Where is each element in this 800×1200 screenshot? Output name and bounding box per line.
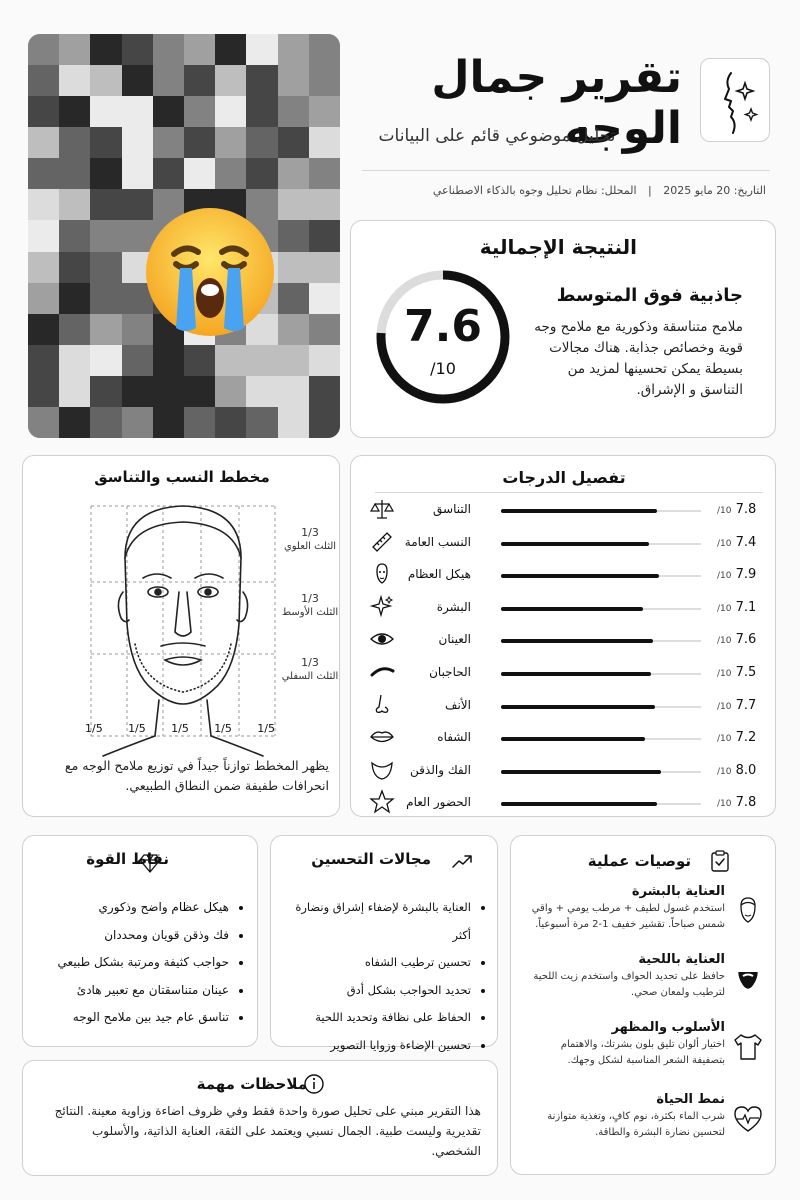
mosaic-tile [153, 345, 184, 376]
score-denominator: /10 [717, 799, 732, 810]
balance-scale-icon [369, 496, 395, 522]
mosaic-tile [184, 158, 215, 189]
mosaic-tile [122, 407, 153, 438]
mosaic-tile [278, 283, 309, 314]
overall-score-card [350, 220, 776, 438]
score-bar-fill [501, 770, 661, 774]
mosaic-tile [246, 345, 277, 376]
score-denominator: /10 [717, 571, 732, 582]
strengths-title: نقاط القوة [86, 850, 169, 868]
mosaic-tile [90, 127, 121, 158]
mosaic-tile [309, 376, 340, 407]
breakdown-label: التناسق [433, 502, 471, 516]
score-bar-fill [501, 672, 651, 676]
third-middle-label: الثلث الأوسط [281, 607, 339, 618]
score-bar-fill [501, 802, 657, 806]
list-item: • حواجب كثيفة ومرتبة بشكل طبيعي [33, 949, 229, 977]
mosaic-tile [28, 283, 59, 314]
mosaic-tile [215, 127, 246, 158]
proportions-title: مخطط النسب والتناسق [94, 468, 270, 486]
third-lower-label: الثلث السفلي [281, 671, 339, 682]
third-upper [281, 526, 339, 554]
improvements-card [270, 835, 498, 1052]
score-bar-track [501, 771, 701, 773]
mosaic-tile [309, 407, 340, 438]
mosaic-tile [122, 34, 153, 65]
overall-description: ملامح متناسقة وذكورية مع ملامح وجه قوية وخصائص جذابة. هناك مجالات بسيطة يمكن تحسينها لمزيد من التناسق و الإشراق. [534, 319, 743, 398]
mosaic-tile [184, 65, 215, 96]
mosaic-tile [278, 376, 309, 407]
mosaic-tile [90, 252, 121, 283]
mosaic-tile [246, 376, 277, 407]
mosaic-tile [59, 189, 90, 220]
mosaic-tile [59, 252, 90, 283]
breakdown-row [351, 494, 777, 526]
breakdown-label: الحضور العام [406, 795, 471, 810]
recommendation-item [525, 884, 725, 933]
score-denominator: /10 [717, 766, 732, 777]
tshirt-icon [731, 1030, 765, 1064]
overall-score-denominator: /10 [430, 359, 456, 378]
divider [362, 170, 770, 171]
strengths-list [33, 894, 243, 1032]
recommendation-heading: الأسلوب والمظهر [611, 1020, 725, 1035]
recommendation-text: استخدم غسول لطيف + مرطب يومي + واقي شمس صباحاً. تقشير خفيف 1-2 مرة أسبوعياً. [531, 903, 725, 930]
breakdown-label: البشرة [436, 599, 471, 614]
recommendations-title: توصيات عملية [587, 852, 691, 870]
face-profile-sparkle-icon [701, 59, 771, 143]
breakdown-row [351, 592, 777, 624]
mosaic-tile [28, 345, 59, 376]
third-lower [281, 656, 339, 684]
score-bar-track [501, 706, 701, 708]
mosaic-tile [153, 96, 184, 127]
report-date: التاريخ: 20 مايو 2025 [663, 184, 766, 197]
score-bar-fill [501, 574, 659, 578]
score-denominator: /10 [717, 701, 732, 712]
mosaic-tile [90, 189, 121, 220]
recommendation-item [525, 952, 725, 1001]
mosaic-tile [28, 407, 59, 438]
third-lower-ratio: 1/3 [301, 656, 319, 669]
breakdown-label: الفك والذقن [410, 762, 471, 777]
breakdown-row [351, 559, 777, 591]
star-icon [369, 789, 395, 815]
score-bar-fill [501, 639, 653, 643]
breakdown-row [351, 624, 777, 656]
mosaic-tile [246, 127, 277, 158]
third-middle [281, 592, 339, 620]
fifth-4: 1/5 [214, 722, 232, 735]
list-item: • فك وذقن قويان ومحددان [33, 922, 229, 950]
breakdown-score: /10 7.8 [717, 795, 757, 811]
score-breakdown-card [350, 455, 776, 817]
mosaic-tile [309, 96, 340, 127]
logo-badge [700, 58, 770, 142]
face-proportion-diagram [63, 494, 301, 790]
recommendations-card [510, 835, 776, 1175]
mosaic-tile [59, 345, 90, 376]
breakdown-score: /10 8.0 [717, 762, 757, 778]
mosaic-tile [28, 65, 59, 96]
breakdown-row [351, 527, 777, 559]
diamond-icon [139, 852, 161, 874]
mosaic-tile [59, 127, 90, 158]
list-item: • الحفاظ على نظافة وتحديد اللحية [279, 1004, 471, 1032]
recommendation-text: اختيار ألوان تليق بلون بشرتك، والاهتمام بتصفيفة الشعر المناسبة لشكل وجهك. [560, 1039, 725, 1066]
fifth-1: 1/5 [85, 722, 103, 735]
mosaic-tile [309, 283, 340, 314]
crying-face-emoji-icon [140, 202, 280, 342]
mosaic-tile [59, 65, 90, 96]
info-icon [303, 1073, 325, 1095]
breakdown-score: /10 7.2 [717, 730, 757, 746]
mosaic-tile [153, 34, 184, 65]
breakdown-label: الأنف [445, 697, 471, 712]
portrait-photo [28, 34, 340, 438]
mosaic-tile [309, 127, 340, 158]
mosaic-tile [122, 65, 153, 96]
mosaic-tile [246, 158, 277, 189]
mosaic-tile [184, 407, 215, 438]
fifth-2: 1/5 [128, 722, 146, 735]
mosaic-tile [28, 376, 59, 407]
score-denominator: /10 [717, 506, 732, 516]
overall-title: النتيجة الإجمالية [479, 235, 637, 259]
recommendation-item [525, 1092, 725, 1141]
mosaic-tile [278, 252, 309, 283]
mosaic-tile [309, 65, 340, 96]
mosaic-tile [309, 345, 340, 376]
nose-icon [369, 692, 395, 718]
proportions-card [22, 455, 340, 817]
mosaic-tile [278, 127, 309, 158]
breakdown-row [351, 787, 777, 819]
mosaic-tile [122, 345, 153, 376]
breakdown-row [351, 755, 777, 787]
recommendation-text: حافظ على تحديد الحواف واستخدم زيت اللحية لترطيب ولمعان صحي. [533, 971, 725, 998]
breakdown-label: هيكل العظام [407, 567, 471, 582]
score-bar-track [501, 608, 701, 610]
beard-icon [731, 962, 765, 996]
score-bar-track [501, 575, 701, 577]
mosaic-tile [59, 220, 90, 251]
breakdown-label: العينان [438, 632, 471, 647]
overall-score-value: 7.6 [404, 301, 482, 352]
report-meta [362, 184, 770, 197]
overall-label: جاذبية فوق المتوسط [556, 285, 743, 306]
recommendation-text: شرب الماء بكثرة، نوم كافٍ، وتغذية متوازنة لتحسين نضارة البشرة والطاقة. [547, 1111, 725, 1138]
mosaic-tile [90, 158, 121, 189]
mosaic-tile [90, 220, 121, 251]
score-bar-fill [501, 737, 645, 741]
face-outline-icon [369, 561, 395, 587]
clipboard-check-icon [709, 850, 731, 872]
mosaic-tile [28, 314, 59, 345]
face-care-icon [731, 894, 765, 928]
mosaic-tile [215, 376, 246, 407]
score-bar-track [501, 510, 701, 512]
notes-title: ملاحظات مهمة [196, 1075, 307, 1093]
mosaic-tile [90, 345, 121, 376]
mosaic-tile [28, 189, 59, 220]
third-upper-label: الثلث العلوي [283, 541, 337, 552]
list-item: • تحسين الإضاءة وزوايا التصوير [279, 1032, 471, 1060]
score-denominator: /10 [717, 734, 732, 745]
mosaic-tile [153, 376, 184, 407]
eye-icon [369, 626, 395, 652]
mosaic-tile [122, 127, 153, 158]
mosaic-tile [278, 407, 309, 438]
score-bar-track [501, 543, 701, 545]
score-bar-track [501, 738, 701, 740]
mosaic-tile [246, 34, 277, 65]
mosaic-tile [215, 345, 246, 376]
mosaic-tile [278, 314, 309, 345]
mosaic-tile [59, 96, 90, 127]
breakdown-score: /10 7.9 [717, 567, 757, 583]
mosaic-tile [278, 158, 309, 189]
mosaic-tile [90, 96, 121, 127]
mosaic-tile [278, 96, 309, 127]
sparkle-icon [369, 594, 395, 620]
notes-card [22, 1060, 498, 1176]
score-bar-track [501, 673, 701, 675]
score-bar-track [501, 803, 701, 805]
mosaic-tile [278, 220, 309, 251]
breakdown-label: الحاجبان [429, 665, 471, 679]
heartbeat-icon [731, 1102, 765, 1136]
mosaic-tile [28, 220, 59, 251]
breakdown-score: /10 7.7 [717, 697, 757, 713]
mosaic-tile [246, 96, 277, 127]
mosaic-tile [184, 376, 215, 407]
breakdown-row [351, 657, 777, 689]
recommendation-heading: العناية باللحية [638, 952, 725, 967]
score-denominator: /10 [717, 669, 732, 679]
recommendation-item [525, 1020, 725, 1069]
jaw-icon [369, 757, 395, 783]
mosaic-tile [153, 407, 184, 438]
mosaic-tile [28, 158, 59, 189]
mosaic-tile [215, 34, 246, 65]
ruler-icon [369, 529, 395, 555]
mosaic-tile [59, 314, 90, 345]
mosaic-tile [28, 252, 59, 283]
strengths-card [22, 835, 258, 1047]
fifth-5: 1/5 [257, 722, 275, 735]
proportions-note: يظهر المخطط توازناً جيداً في توزيع ملامح الوجه مع انحرافات طفيفة ضمن النطاق الطبيعي. [64, 758, 329, 793]
fifth-3: 1/5 [171, 722, 189, 735]
mosaic-tile [122, 158, 153, 189]
notes-text: هذا التقرير مبني على تحليل صورة واحدة فقط وفي ظروف اضاءة وزاوية معينة. النتائج تقديرية وليست طبية. الجمال نسبي ويعتمد على الثقة، العناية الذاتية، والأسلوب الشخصي. [54, 1104, 481, 1158]
breakdown-score: /10 7.4 [717, 534, 757, 550]
breakdown-row [351, 690, 777, 722]
list-item: • عينان متناسقتان مع تعبير هادئ [33, 977, 229, 1005]
mosaic-tile [278, 345, 309, 376]
mosaic-tile [184, 345, 215, 376]
score-denominator: /10 [717, 603, 732, 614]
mosaic-tile [278, 189, 309, 220]
mosaic-tile [59, 283, 90, 314]
mosaic-tile [59, 376, 90, 407]
recommendation-heading: العناية بالبشرة [631, 884, 725, 899]
mosaic-tile [215, 65, 246, 96]
mosaic-tile [90, 407, 121, 438]
breakdown-label: النسب العامة [404, 534, 471, 549]
mosaic-tile [278, 34, 309, 65]
report-subtitle: تحليل موضوعي قائم على البيانات [378, 126, 616, 146]
third-middle-ratio: 1/3 [301, 592, 319, 605]
mosaic-tile [309, 158, 340, 189]
mosaic-tile [59, 34, 90, 65]
report-title: تقرير جمال الوجه [431, 52, 682, 154]
mosaic-tile [184, 96, 215, 127]
breakdown-row [351, 722, 777, 754]
mosaic-tile [246, 65, 277, 96]
mosaic-tile [90, 65, 121, 96]
breakdown-score: /10 7.1 [717, 599, 757, 615]
list-item: • تحديد الحواجب بشكل أدق [279, 977, 471, 1005]
breakdown-score: /10 7.8 [717, 502, 757, 517]
score-bar-fill [501, 509, 657, 513]
mosaic-tile [28, 127, 59, 158]
recommendation-heading: نمط الحياة [656, 1092, 725, 1107]
breakdown-label: الشفاه [437, 730, 471, 745]
mosaic-tile [184, 127, 215, 158]
score-denominator: /10 [717, 538, 732, 549]
mosaic-tile [153, 158, 184, 189]
eyebrow-icon [369, 659, 395, 685]
trend-up-icon [451, 850, 473, 872]
mosaic-tile [122, 376, 153, 407]
list-item: • هيكل عظام واضح وذكوري [33, 894, 229, 922]
mosaic-tile [309, 252, 340, 283]
score-bar-fill [501, 542, 649, 546]
mosaic-tile [59, 407, 90, 438]
mosaic-tile [309, 220, 340, 251]
mosaic-tile [215, 158, 246, 189]
mosaic-tile [28, 96, 59, 127]
improvements-title: مجالات التحسين [311, 850, 431, 868]
third-upper-ratio: 1/3 [301, 526, 319, 539]
mosaic-tile [278, 65, 309, 96]
mosaic-tile [90, 34, 121, 65]
list-item: • العناية بالبشرة لإضفاء إشراق ونضارة أكثر [279, 894, 471, 949]
mosaic-tile [309, 189, 340, 220]
mosaic-tile [153, 65, 184, 96]
divider [375, 492, 763, 493]
improvements-list [279, 894, 485, 1059]
mosaic-tile [215, 96, 246, 127]
lips-icon [369, 724, 395, 750]
mosaic-tile [90, 376, 121, 407]
mosaic-tile [59, 158, 90, 189]
mosaic-tile [246, 407, 277, 438]
mosaic-tile [215, 407, 246, 438]
list-item: • تناسق عام جيد بين ملامح الوجه [33, 1004, 229, 1032]
list-item: • تحسين ترطيب الشفاه [279, 949, 471, 977]
mosaic-tile [122, 96, 153, 127]
mosaic-tile [90, 283, 121, 314]
mosaic-tile [184, 34, 215, 65]
mosaic-tile [309, 34, 340, 65]
score-denominator: /10 [717, 636, 732, 647]
score-bar-fill [501, 607, 643, 611]
breakdown-score: /10 7.5 [717, 665, 757, 680]
score-bar-track [501, 640, 701, 642]
mosaic-tile [28, 34, 59, 65]
mosaic-tile [90, 314, 121, 345]
mosaic-tile [309, 314, 340, 345]
report-analyzer: المحلل: نظام تحليل وجوه بالذكاء الاصطناعي [432, 184, 637, 197]
fifths-row [85, 722, 275, 735]
score-bar-fill [501, 705, 655, 709]
breakdown-title: تفصيل الدرجات [502, 468, 626, 487]
mosaic-tile [153, 127, 184, 158]
meta-separator: | [648, 184, 652, 197]
breakdown-score: /10 7.6 [717, 632, 757, 648]
